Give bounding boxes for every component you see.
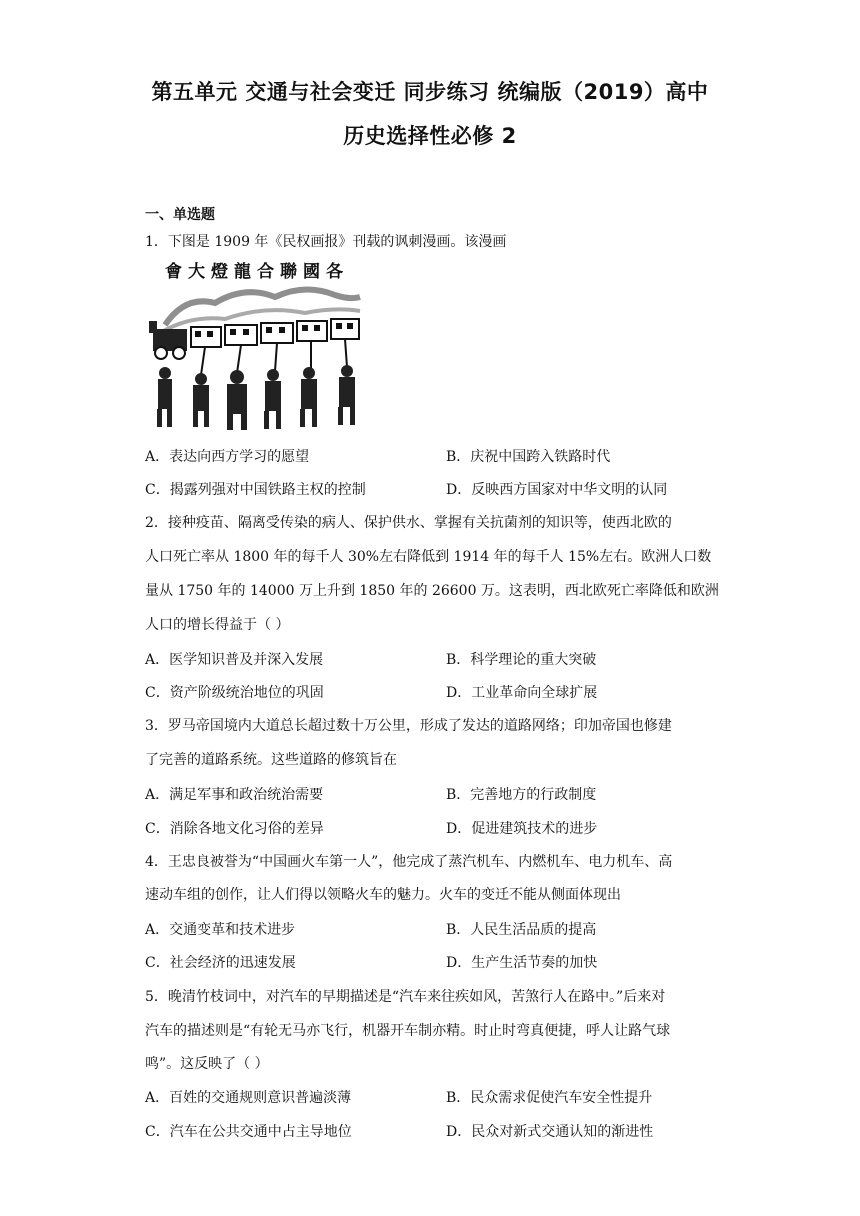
question-3-option-a: A．满足军事和政治统治需要 [145,787,324,803]
question-5-line-2: 汽车的描述则是“有轮无马亦飞行，机器开车制亦精。时止时弯真便捷，呼人让路气球 [145,1023,671,1039]
question-2-line-3: 量从 1750 年的 14000 万上升到 1850 年的 26600 万。这表明，西北欧死亡率降低和欧洲 [145,583,719,599]
cartoon-illustration [145,255,373,438]
question-3-option-b: B．完善地方的行政制度 [446,787,597,803]
question-4-option-d: D．生产生活节奏的加快 [446,955,598,971]
question-2-option-a: A．医学知识普及并深入发展 [145,652,324,668]
question-1-option-c: C．揭露列强对中国铁路主权的控制 [145,482,366,498]
question-2-line-4: 人口的增长得益于（ ） [145,617,290,633]
page-title-line-1: 第五单元 交通与社会变迁 同步练习 统编版（2019）高中 [151,80,709,104]
question-1-cartoon [145,255,373,438]
question-4-option-a: A．交通变革和技术进步 [145,922,296,938]
question-1-option-a: A．表达向西方学习的愿望 [145,449,310,465]
cartoon-caption: 會大燈龍合聯國各 [165,262,349,282]
section-heading: 一、单选题 [145,207,215,223]
question-5-option-c: C．汽车在公共交通中占主导地位 [145,1124,352,1140]
question-4-line-1: 4．王忠良被誉为“中国画火车第一人”，他完成了蒸汽机车、内燃机车、电力机车、高 [145,854,673,870]
question-1-option-b: B．庆祝中国跨入铁路时代 [446,449,611,465]
question-4-option-c: C．社会经济的迅速发展 [145,955,296,971]
question-1-option-d: D．反映西方国家对中华文明的认同 [446,482,668,498]
question-5-line-3: 鸣”。这反映了（ ） [145,1056,269,1072]
question-5-option-d: D．民众对新式交通认知的渐进性 [446,1124,654,1140]
question-5-option-a: A．百姓的交通规则意识普遍淡薄 [145,1090,352,1106]
question-3-line-1: 3．罗马帝国境内大道总长超过数十万公里，形成了发达的道路网络；印加帝国也修建 [145,718,672,734]
question-5-line-1: 5．晚清竹枝词中，对汽车的早期描述是“汽车来往疾如风，苦煞行人在路中。”后来对 [145,989,666,1005]
question-4-line-2: 速动车组的创作，让人们得以领略火车的魅力。火车的变迁不能从侧面体现出 [145,887,621,903]
question-5-option-b: B．民众需求促使汽车安全性提升 [446,1090,653,1106]
page-title-line-2: 历史选择性必修 2 [343,124,517,148]
question-3-line-2: 了完善的道路系统。这些道路的修筑旨在 [145,752,397,768]
question-1-stem: 1．下图是 1909 年《民权画报》刊载的讽刺漫画。该漫画 [145,234,507,250]
question-2-line-1: 2．接种疫苗、隔离受传染的病人、保护供水、掌握有关抗菌剂的知识等，使西北欧的 [145,515,672,531]
question-3-option-c: C．消除各地文化习俗的差异 [145,821,324,837]
question-2-option-c: C．资产阶级统治地位的巩固 [145,685,324,701]
question-2-option-d: D．工业革命向全球扩展 [446,685,598,701]
question-3-option-d: D．促进建筑技术的进步 [446,821,598,837]
question-2-option-b: B．科学理论的重大突破 [446,652,597,668]
question-4-option-b: B．人民生活品质的提高 [446,922,597,938]
question-2-line-2: 人口死亡率从 1800 年的每千人 30%左右降低到 1914 年的每千人 15%左右。欧洲人口数 [145,549,712,565]
